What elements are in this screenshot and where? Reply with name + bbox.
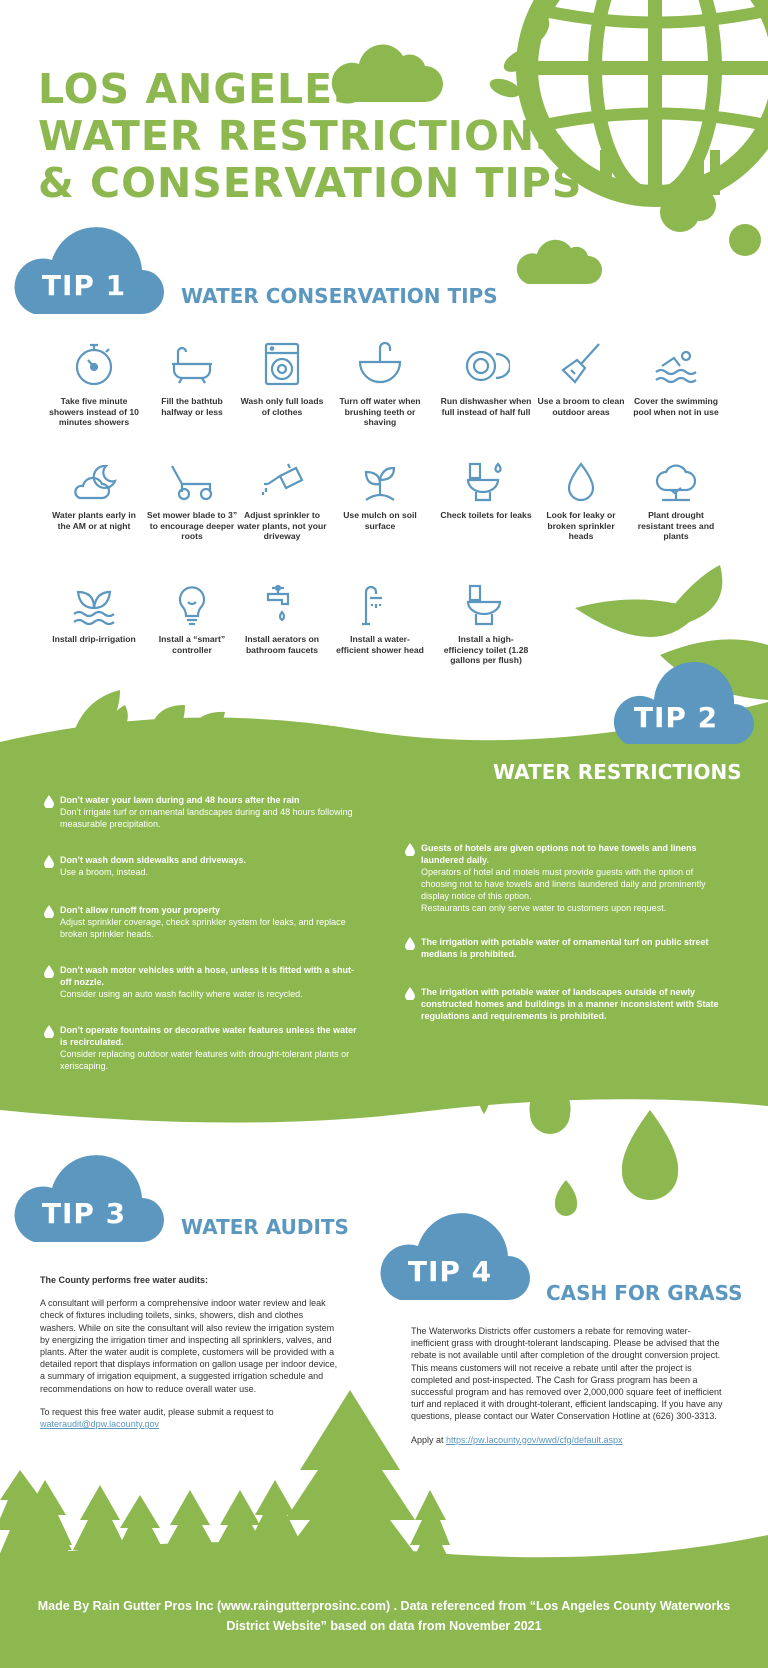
broom-icon (557, 340, 605, 388)
tip-2-title: WATER RESTRICTIONS (493, 760, 742, 784)
restriction-detail-2: Restaurants can only serve water to customers upon request. (421, 903, 667, 913)
water-drop-icon (557, 462, 605, 502)
apply-prefix: Apply at (411, 1434, 444, 1445)
audit-description: A consultant will perform a comprehensive indoor water review and leak check of fixtures including toilets, sinks, showers, dish and clothes washers. While on site the consultant will also review the irrigation system by energizing the irrigation timer and inspecting all sprinklers, valves, and plants. After the water audit is complete, customers will be provided with a detailed report that displays information on gallon usage per indoor device, a summary of irrigation equipment, a suggested irrigation schedule and recommendations on how to reduce overall water use. (40, 1298, 338, 1394)
footer-line-1: Made By Rain Gutter Pros Inc (www.raingutterprosinc.com) . Data referenced from “Los Angeles County Waterworks (37, 1599, 731, 1613)
toilet-icon (462, 584, 510, 626)
tip-label: Install drip-irrigation (52, 634, 136, 644)
restriction-detail: Use a broom, instead. (60, 867, 149, 877)
restriction-heading: Don’t water your lawn during and 48 hours after the rain (60, 795, 300, 805)
restriction-heading: The irrigation with potable water of landscapes outside of newly constructed homes and buildings in a manner inconsistent with State regulations and requirements is prohibited. (421, 987, 719, 1021)
page-title (38, 66, 582, 207)
tip-item (146, 584, 238, 655)
tip-item (630, 340, 722, 417)
restriction-item (44, 904, 364, 940)
sink-faucet-icon (356, 340, 404, 388)
tip-4-badge (380, 1210, 530, 1300)
restriction-detail: Consider using an auto wash facility where water is recycled. (60, 989, 303, 999)
tip-label: Set mower blade to 3” to encourage deeper roots (146, 510, 238, 541)
tip-4-body (411, 1325, 727, 1446)
restriction-heading: Don’t wash motor vehicles with a hose, unless it is fitted with a shut-off nozzle. (60, 965, 355, 987)
audit-request-text: To request this free water audit, please submit a request to (40, 1406, 274, 1417)
tip-label: Turn off water when brushing teeth or shaving (339, 396, 421, 427)
tip-1-badge (14, 224, 164, 314)
tip-item (48, 584, 140, 645)
restriction-detail: Consider replacing outdoor water features with drought-tolerant plants or xeriscaping. (60, 1049, 350, 1071)
tip-label: Look for leaky or broken sprinkler heads (546, 510, 616, 541)
watering-can-icon (258, 462, 306, 502)
tip-label: Install a “smart” controller (158, 634, 226, 655)
tip-label: Wash only full loads of clothes (240, 396, 324, 417)
moon-cloud-icon (70, 462, 118, 502)
restriction-heading: Don’t operate fountains or decorative water features unless the water is recirculated. (60, 1025, 357, 1047)
faucet-icon (258, 584, 306, 626)
drop-bullet-icon (44, 794, 54, 808)
tip-item (535, 462, 627, 542)
tip-label: Plant drought resistant trees and plants (637, 510, 715, 541)
restriction-item (44, 1024, 364, 1072)
tip-label: Run dishwasher when full instead of half full (440, 396, 532, 417)
tip-item (48, 462, 140, 531)
tree-icon (652, 462, 700, 502)
tip-item (236, 584, 328, 655)
tip-label: Water plants early in the AM or at night (52, 510, 136, 531)
tip-2-badge (606, 660, 756, 750)
tip-3-label: TIP 3 (41, 1197, 127, 1230)
drop-bullet-icon (44, 904, 54, 918)
audit-lead: The County performs free water audits: (40, 1275, 209, 1285)
apply-line (411, 1434, 727, 1446)
tip-item (440, 340, 532, 417)
bathtub-icon (168, 340, 216, 388)
restriction-item (44, 964, 364, 1000)
tip-label: Fill the bathtub halfway or less (161, 396, 223, 417)
tip-label: Install aerators on bathroom faucets (244, 634, 320, 655)
lawn-mower-icon (168, 462, 216, 502)
tip-item (334, 584, 426, 655)
lightbulb-icon (168, 584, 216, 626)
footer (0, 1596, 768, 1636)
tip-3-title: WATER AUDITS (181, 1215, 349, 1239)
tip-item (48, 340, 140, 428)
tip-label: Cover the swimming pool when not in use (633, 396, 719, 417)
restriction-heading: Don’t wash down sidewalks and driveways. (60, 855, 247, 865)
apply-link[interactable]: https://pw.lacounty.gov/wwd/cfg/default.aspx (446, 1434, 623, 1445)
leaf-water-icon (70, 584, 118, 626)
washing-machine-icon (260, 340, 304, 388)
restriction-heading: The irrigation with potable water of ornamental turf on public street medians is prohibited. (421, 937, 709, 959)
tip-item (630, 462, 722, 542)
title-line-3: & CONSERVATION TIPS (38, 159, 583, 207)
drop-bullet-icon (44, 854, 54, 868)
tip-item (440, 462, 532, 521)
drop-bullet-icon (405, 842, 415, 856)
tip-label: Use mulch on soil surface (343, 510, 417, 531)
tip-2-label: TIP 2 (633, 701, 719, 734)
drop-bullet-icon (44, 964, 54, 978)
stopwatch-icon (72, 340, 116, 388)
cash-for-grass-description: The Waterworks Districts offer customers a rebate for removing water-inefficient grass with drought-tolerant landscaping. Please be advised that the rebate is not available until after completion of the drought conversion project. This means customers will not receive a rebate until after the project is completed and post-inspected. The Cash for Grass program has been a successful program and has removed over 2,000,000 square feet of inefficient turf and replaced it with drought-tolerant, efficient landscaping. If you have any questions, please contact our Water Conservation Hotline at (626) 300-3313. (411, 1326, 723, 1422)
audit-request (40, 1406, 340, 1430)
restriction-detail: Adjust sprinkler coverage, check sprinkler system for leaks, and replace broken sprinkler heads. (60, 917, 346, 939)
tip-4-label: TIP 4 (407, 1255, 493, 1288)
tip-item (146, 462, 238, 542)
shower-head-icon (356, 584, 404, 626)
tip-1-title: WATER CONSERVATION TIPS (181, 284, 498, 308)
tip-label: Check toilets for leaks (440, 510, 532, 520)
tip-label: Adjust sprinkler to water plants, not your driveway (237, 510, 327, 541)
restriction-item (44, 854, 364, 878)
restriction-detail: Don’t irrigate turf or ornamental landscapes during and 48 hours following measurable precipitation. (60, 807, 353, 829)
restriction-item (44, 794, 364, 830)
tip-item (236, 462, 328, 542)
tip-3-body (40, 1274, 340, 1430)
title-line-2: WATER RESTRICTIONS (38, 112, 566, 160)
restriction-detail: Operators of hotel and motels must provide guests with the option of choosing not to have towels and linens laundered daily and prominently display notice of this option. (421, 867, 706, 901)
cloud-decoration (517, 240, 602, 284)
tip-4-title: CASH FOR GRASS (546, 1281, 743, 1305)
footer-line-2: District Website” based on data from November 2021 (226, 1619, 542, 1633)
restriction-item (405, 842, 730, 914)
title-line-1: LOS ANGELES (38, 65, 364, 113)
tip-item (535, 340, 627, 417)
sprout-soil-icon (356, 462, 404, 502)
tip-label: Install a water-efficient shower head (336, 634, 424, 655)
tip-item (236, 340, 328, 417)
drop-bullet-icon (44, 1024, 54, 1038)
restriction-item (405, 986, 730, 1022)
tip-item (440, 584, 532, 666)
tip-label: Take five minute showers instead of 10 minutes showers (49, 396, 139, 427)
tip-3-badge (14, 1152, 164, 1242)
drop-bullet-icon (405, 936, 415, 950)
drop-bullet-icon (405, 986, 415, 1000)
restriction-heading: Don’t allow runoff from your property (60, 905, 220, 915)
tip-item (334, 340, 426, 428)
restriction-heading: Guests of hotels are given options not to have towels and linens laundered daily. (421, 843, 697, 865)
tip-item (146, 340, 238, 417)
tip-label: Install a high-efficiency toilet (1.28 gallons per flush) (443, 634, 529, 665)
toilet-drop-icon (462, 462, 510, 502)
audit-email-link[interactable]: wateraudit@dpw.lacounty.gov (40, 1419, 160, 1430)
tip-1-label: TIP 1 (41, 269, 127, 302)
dishes-icon (462, 340, 510, 388)
restriction-item (405, 936, 730, 960)
tip-item (334, 462, 426, 531)
tip-label: Use a broom to clean outdoor areas (537, 396, 625, 417)
swimmer-icon (652, 340, 700, 388)
